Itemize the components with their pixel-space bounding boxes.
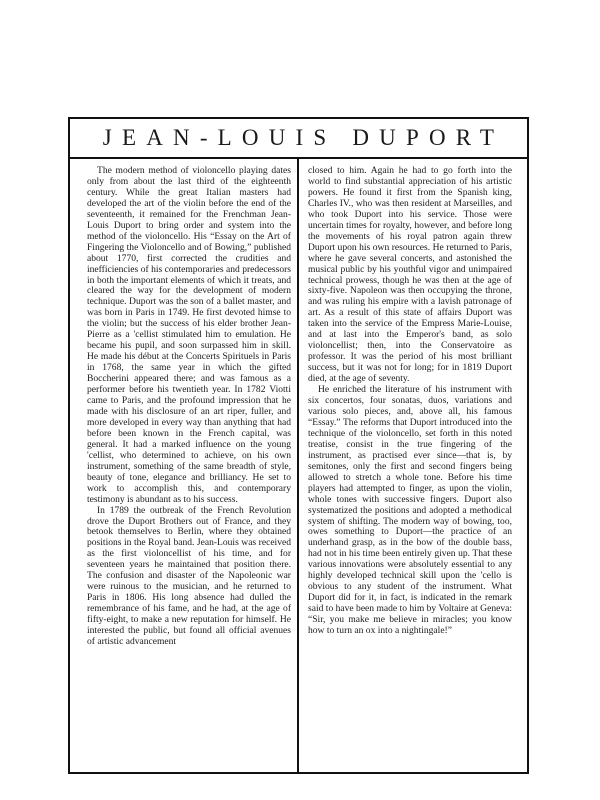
right-paragraph-1: closed to him. Again he had to go forth into the world to find substantial appreciation of his artistic powers. He found it first from the Spanish king, Charles IV., who was then resident at Marseilles, and who took Duport into his service. Those were uncertain times for royalty, however, and before long the movements of his royal patron again threw Duport upon his own resources. He returned to Paris, where he gave several concerts, and astonished the musical public by his youthful vigor and unimpaired technical prowess, though he was then at the age of sixty-five. Napoleon was then occupying the throne, and was ruling his empire with a lavish patronage of art. As a result of this state of affairs Duport was taken into the service of the Empress Marie-Louise, and at last into the Emperor's band, as solo violoncellist; then, into the Conservatoire as professor. It was the period of his most brilliant success, but it was not for long; for in 1819 Duport died, at the age of seventy. (308, 165, 512, 385)
left-paragraph-2: In 1789 the outbreak of the French Revolution drove the Duport Brothers out of France, and they betook themselves to Berlin, where they obtained positions in the Royal band. Jean-Louis was received as the first violoncellist of his time, and for seventeen years he maintained that position there. The confusion and disaster of the Napoleonic war were ruinous to the musician, and he returned to Paris in 1806. His long absence had dulled the remembrance of his fame, and he had, at the age of fifty-eight, to make a new reputation for himself. He interested the public, but found all official avenues of artistic advancement (87, 504, 291, 647)
page-title: JEAN-LOUIS DUPORT (102, 125, 505, 150)
right-paragraph-2: He enriched the literature of his instrument with six concertos, four sonatas, duos, variations and various solo pieces, and, above all, his famous “Essay.” The reforms that Duport introduced into the technique of the violoncello, set forth in this noted treatise, consist in the true fingering of the instrument, as practised ever since—that is, by semitones, only the first and second fingers being allowed to stretch a whole tone. Before his time players had attempted to finger, as upon the violin, whole tones with successive fingers. Duport also systematized the positions and adopted a methodical system of shifting. The modern way of bowing, too, owes something to Duport—the practice of an underhand grasp, as in the bow of the double bass, had not in his time been entirely given up. That these various innovations were absolutely essential to any highly developed technical skill upon the 'cello is obvious to any student of the instrument. What Duport did for it, in fact, is indicated in the remark said to have been made to him by Voltaire at Geneva: “Sir, you make me believe in miracles; you know how to turn an ox into a nightingale!” (308, 384, 512, 637)
left-paragraph-1: The modern method of violoncello playing dates only from about the last third of the eighteenth century. While the great Italian masters had developed the art of the violin before the end of the seventeenth, it remained for the Frenchman Jean-Louis Duport to bring order and system into the method of the violoncello. His “Essay on the Art of Fingering the Violoncello and of Bowing,” published about 1770, first corrected the crudities and inefficiencies of his contemporaries and predecessors in both the important elements of which it treats, and cleared the way for the development of modern technique. Duport was the son of a ballet master, and was born in Paris in 1749. He first devoted himse to the violin; but the success of his elder brother Jean-Pierre as a 'cellist stimulated him to emulation. He became his pupil, and soon surpassed him in skill. He made his début at the Concerts Spirituels in Paris in 1768, the same year in which the gifted Boccherini appeared there; and was famous as a performer before his twentieth year. In 1782 Viotti came to Paris, and the profound impression that he made with his disclosure of an art riper, fuller, and more developed in every way than anything that had before been known in the French capital, was general. It had a marked influence on the young 'cellist, who determined to achieve, on his own instrument, something of the same breadth of style, beauty of tone, elegance and brilliancy. He set to work to accomplish this, and contemporary testimony is abundant as to his success. (87, 165, 291, 505)
title-band (70, 119, 527, 159)
article-frame (68, 117, 529, 774)
left-column (87, 166, 291, 648)
right-column (308, 166, 512, 637)
column-divider (297, 157, 299, 772)
